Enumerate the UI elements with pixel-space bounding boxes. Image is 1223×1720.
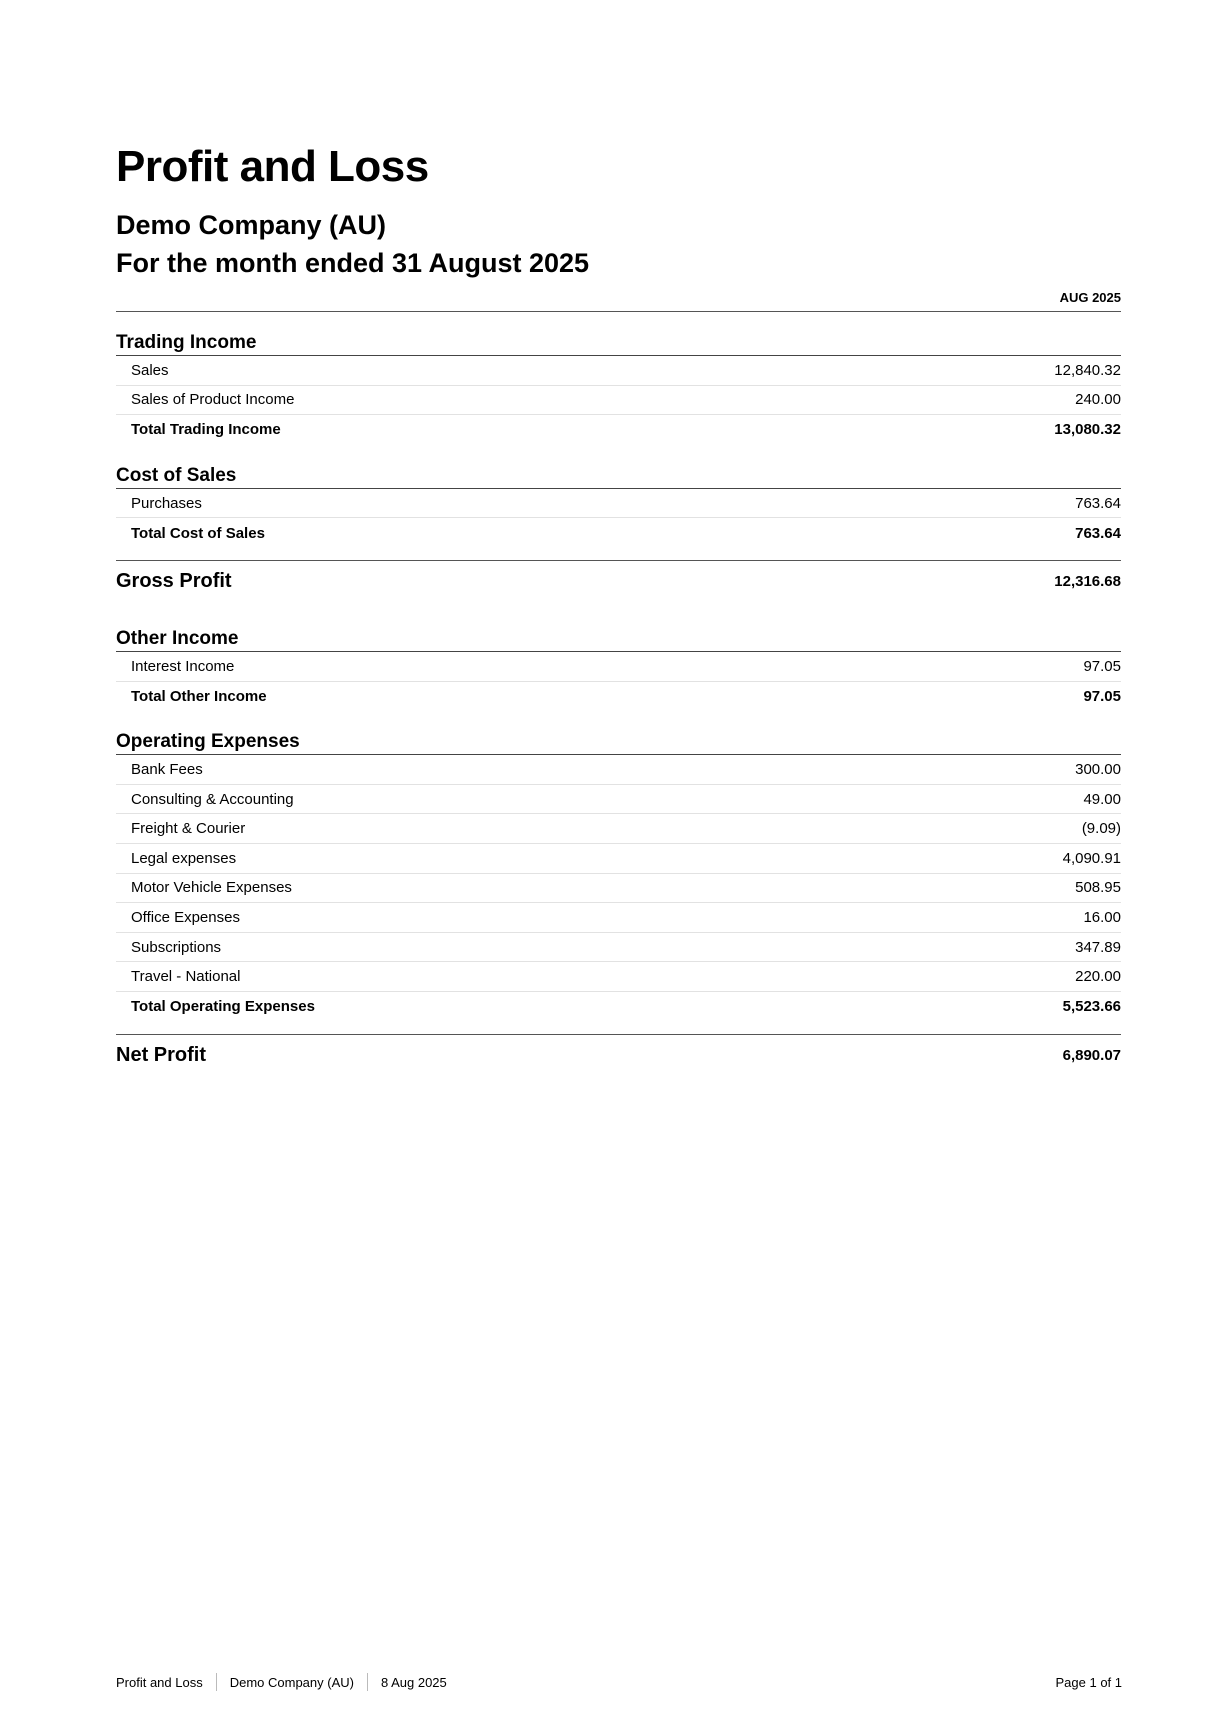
table-row	[116, 874, 1121, 904]
report-title: Profit and Loss	[116, 142, 429, 191]
row-amount: 508.95	[1075, 879, 1121, 897]
row-label: Freight & Courier	[131, 820, 246, 838]
row-label: Legal expenses	[131, 849, 237, 867]
net-profit-amount: 6,890.07	[1062, 1046, 1121, 1064]
footer-page-number: Page 1 of 1	[1055, 1674, 1122, 1690]
total-row	[116, 992, 1121, 1022]
row-amount: (9.09)	[1081, 820, 1121, 838]
table-row	[116, 814, 1121, 844]
table-row	[116, 489, 1121, 519]
page-footer	[116, 1673, 1122, 1691]
total-label: Total Trading Income	[131, 421, 281, 439]
row-amount: 49.00	[1083, 790, 1121, 808]
table-row	[116, 933, 1121, 963]
footer-info	[116, 1673, 447, 1691]
row-amount: 220.00	[1075, 968, 1121, 986]
table-row	[116, 844, 1121, 874]
section-cost-of-sales	[116, 463, 1121, 548]
report-body	[116, 330, 1121, 1100]
footer-company: Demo Company (AU)	[229, 1674, 354, 1690]
table-row	[116, 386, 1121, 416]
total-amount: 13,080.32	[1054, 421, 1121, 439]
total-row	[116, 518, 1121, 548]
section-title: Other Income	[116, 626, 1121, 652]
report-period: For the month ended 31 August 2025	[116, 248, 590, 278]
row-amount: 16.00	[1083, 908, 1121, 926]
row-label: Bank Fees	[131, 760, 203, 778]
total-amount: 763.64	[1075, 524, 1121, 542]
row-label: Travel - National	[131, 968, 241, 986]
footer-separator	[216, 1673, 217, 1691]
table-row	[116, 652, 1121, 682]
footer-report-name: Profit and Loss	[116, 1674, 203, 1690]
net-profit-row	[116, 1034, 1121, 1076]
section-title: Trading Income	[116, 330, 1121, 356]
row-amount: 4,090.91	[1062, 849, 1121, 867]
row-label: Purchases	[131, 494, 202, 512]
company-name: Demo Company (AU)	[116, 210, 387, 240]
table-row	[116, 755, 1121, 785]
row-label: Motor Vehicle Expenses	[131, 879, 292, 897]
gross-profit-amount: 12,316.68	[1054, 572, 1121, 590]
row-label: Sales of Product Income	[131, 391, 295, 409]
net-profit-label: Net Profit	[116, 1043, 206, 1066]
section-other-income	[116, 626, 1121, 711]
row-label: Subscriptions	[131, 938, 222, 956]
gross-profit-row	[116, 560, 1121, 602]
total-row	[116, 415, 1121, 445]
row-amount: 300.00	[1075, 760, 1121, 778]
row-label: Sales	[131, 361, 169, 379]
row-amount: 12,840.32	[1054, 361, 1121, 379]
total-row	[116, 682, 1121, 712]
table-row	[116, 903, 1121, 933]
row-amount: 240.00	[1075, 391, 1121, 409]
total-amount: 97.05	[1083, 687, 1121, 705]
row-amount: 97.05	[1083, 657, 1121, 675]
table-row	[116, 962, 1121, 992]
table-row	[116, 356, 1121, 386]
column-header: AUG 2025	[1059, 290, 1121, 305]
section-title: Cost of Sales	[116, 463, 1121, 489]
section-trading-income	[116, 330, 1121, 445]
footer-date: 8 Aug 2025	[380, 1674, 447, 1690]
row-label: Office Expenses	[131, 908, 240, 926]
table-row	[116, 785, 1121, 815]
row-amount: 763.64	[1075, 494, 1121, 512]
header-divider	[116, 311, 1121, 312]
total-label: Total Other Income	[131, 687, 267, 705]
row-label: Consulting & Accounting	[131, 790, 294, 808]
gross-profit-label: Gross Profit	[116, 569, 232, 592]
section-operating-expenses	[116, 729, 1121, 1021]
total-amount: 5,523.66	[1062, 998, 1121, 1016]
row-label: Interest Income	[131, 657, 235, 675]
footer-separator	[367, 1673, 368, 1691]
total-label: Total Operating Expenses	[131, 998, 315, 1016]
section-title: Operating Expenses	[116, 729, 1121, 755]
total-label: Total Cost of Sales	[131, 524, 265, 542]
row-amount: 347.89	[1075, 938, 1121, 956]
